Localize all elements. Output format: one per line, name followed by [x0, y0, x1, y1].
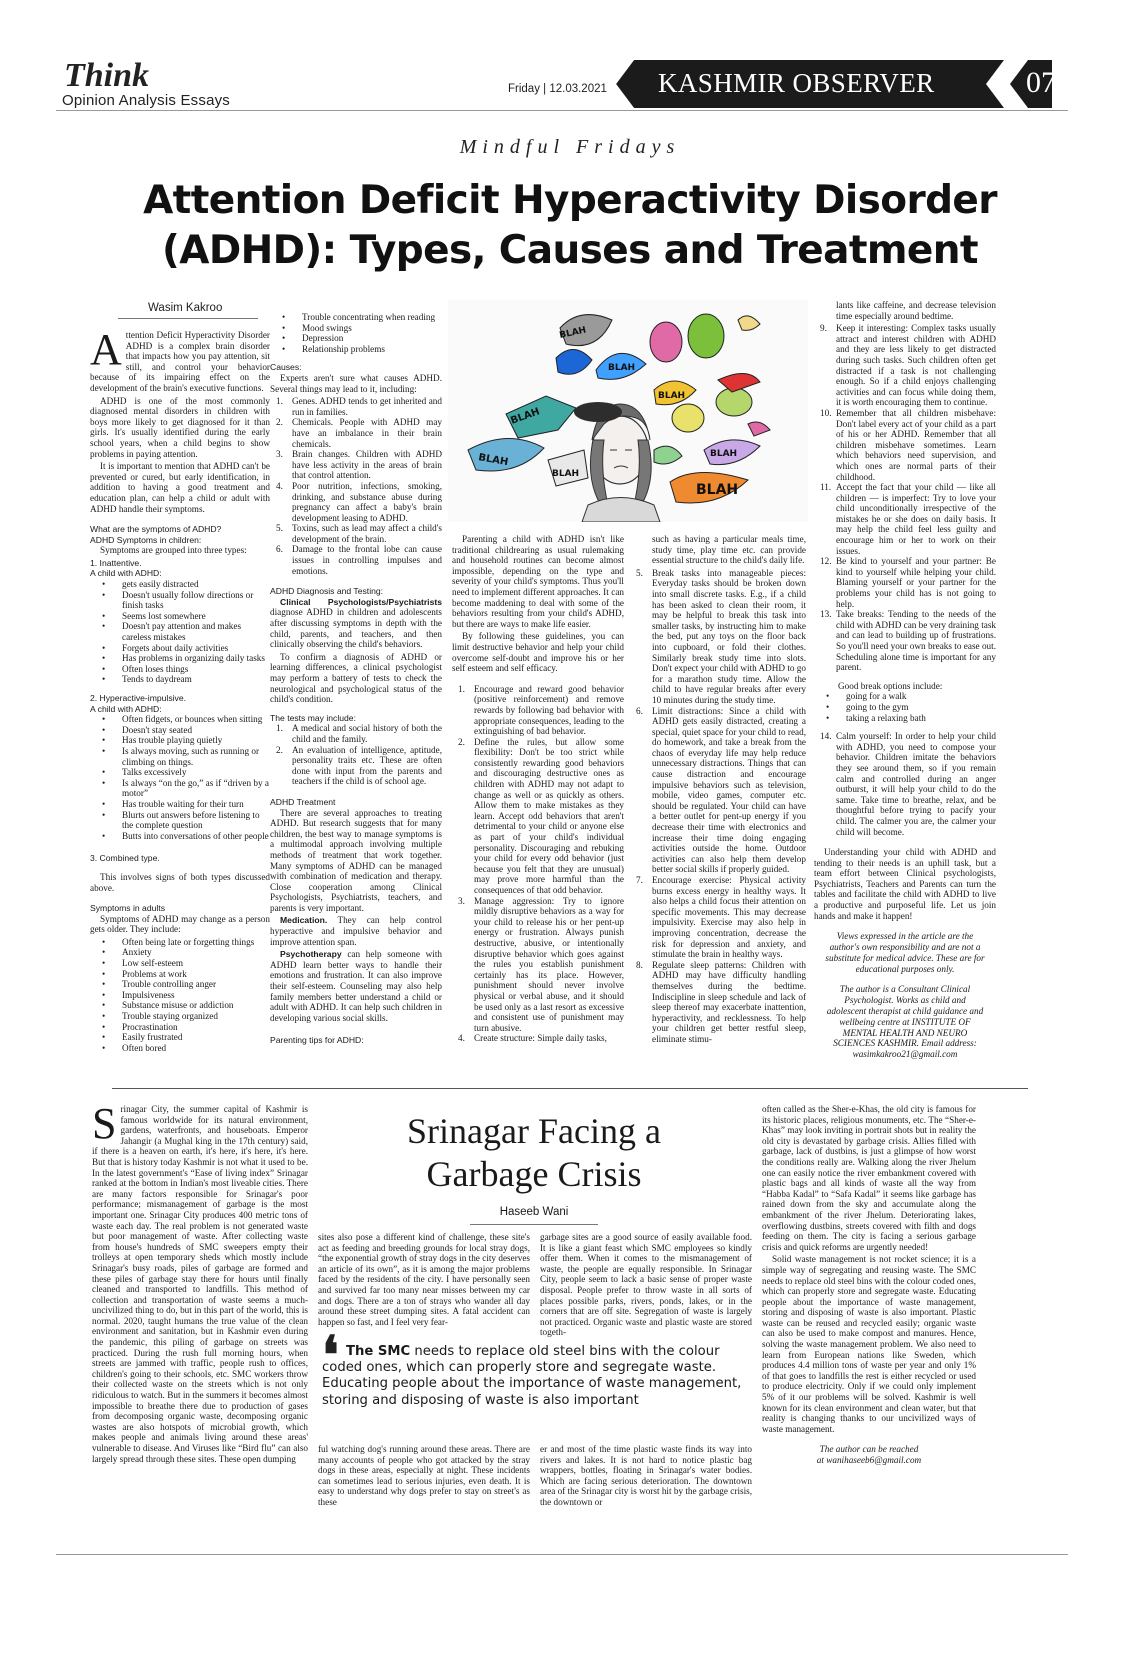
paragraph: Srinagar City, the summer capital of Kashmir is famous worldwide for its natural environment, gardens, waterfronts, and houseboats. Emperor Jahangir (a Mughal king in the 17th century) said, if there is a heaven on earth, it's here, it's here, it's here. But that is history today Kashmir is not what it used to be. In the latest government's “Ease of living index” Srinagar ranked at the bottom in Indian's most liveable cities. There are many factors responsible for Srinagar's poor performance; mismanagement of garbage is the most important one. Srinagar City produces 400 metric tons of waste each day. The real problem is not generated waste but poor management of waste. After collecting waste from house's hundreds of SMC sweepers empty their trolleys at open temporary sheds which mostly include Srinagar's busy roads, piles of garbage are formed and these piles of garbage stay there for hours until finally cleaned and transported to landfills. This method of collection and transportation of waste seems a much-uncivilized thing to do, but in this part of the world, this is normal. 2020, taught humans the true value of the clean environment and sanitation, but in Kashmir even during the pandemic, this piling of garbage on streets was practiced. During the rush full morning hours, when streets are jammed with traffic, people rush to offices, children's going to their schools, etc. SMC workers throw their collected waste on the streets which is not only ridiculous to watch. But in the summers it becomes almost impossible to breathe there due to production of gases from decomposing organic waste, decomposing organic wastes are also hotspots of microbial growth, which makes people and animals living around these areas' vulnerable to disease. And Viruses like “Bird flu” can also largely spread through these sites. These open dumping — [92, 1104, 308, 1464]
list-item: • Trouble staying organized — [90, 1011, 270, 1022]
list-item: • Impulsiveness — [90, 990, 270, 1001]
list-item: • Often fidgets, or bounces when sitting — [90, 714, 270, 725]
type-heading: 1. Inattentive. — [90, 557, 142, 568]
list-item: • Anxiety — [90, 947, 270, 958]
article-title-line-2: (ADHD): Types, Causes and Treatment — [162, 228, 978, 273]
article2-column-2b — [318, 1444, 530, 1548]
parenting-tips-list-continued — [814, 323, 996, 673]
masthead-bar — [56, 57, 1068, 109]
list-item: • Problems at work — [90, 969, 270, 980]
list-item: 10. Remember that all children misbehave: Don't label every act of your child as a part of his or her ADHD. Remember that all children misbehave sometimes. Learn which behaviors need supervision, and which ones are normal parts of their childhood. — [820, 407, 996, 482]
article1-column-2 — [270, 312, 442, 1126]
article2-byline: Haseeb Wani — [499, 1206, 569, 1218]
list-item: • Butts into conversations of other people — [90, 831, 270, 842]
section-title: Think — [64, 57, 150, 94]
subheading-symptoms: What are the symptoms of ADHD? — [90, 524, 222, 535]
subheading-parenting-tips: Parenting tips for ADHD: — [270, 1035, 364, 1046]
parenting-tips-list-continued — [814, 731, 996, 837]
doodle-word: BLAH — [710, 449, 738, 459]
paragraph: ADHD is one of the most commonly diagnosed mental disorders in children with boys more likely to get diagnosed for it than girls. It's usually identified during the early school years, when a child begins to show problems in paying attention. — [90, 395, 270, 459]
subheading-diagnosis: ADHD Diagnosis and Testing: — [270, 586, 384, 597]
subheading-treatment: ADHD Treatment — [270, 796, 336, 807]
paragraph: To confirm a diagnosis of ADHD or learning differences, a clinical psychologist may perform a battery of tests to check the neurological and psychological status of the child's condition. — [270, 651, 442, 705]
list-item: 14. Calm yourself: In order to help your child with ADHD, you need to compose your behavior. Children imitate the behaviors they see around them, so if you remain calm and controlled during an anger outburst, it will help your child to do the same. Take time to breathe, relax, and be thoughtful before trying to pacify your child. The calmer you are, the calmer your child will become. — [820, 731, 996, 837]
list-item: • going to the gym — [814, 702, 996, 713]
author-credit: The author can be reached at wanihaseeb6@gmail.com — [816, 1444, 922, 1466]
list-item: • Mood swings — [270, 323, 442, 334]
article1-column-1 — [90, 330, 270, 1130]
list-item: 5. Toxins, such as lead may affect a child's development of the brain. — [276, 523, 442, 544]
paragraph: Clinical Psychologists/Psychiatrists diagnose ADHD in children and adolescents after discussing symptoms in depth with the child, parents, and teachers, and then clinically observing the child's behaviors. — [270, 596, 442, 650]
article-title-line-1: Attention Deficit Hyperactivity Disorder — [143, 178, 997, 223]
paragraph: Medication. They can help control hyperactive and impulsive behavior and improve attention span. — [270, 915, 442, 947]
author-bio: The author is a Consultant Clinical Psychologist. Works as child and adolescent therapist at child guidance and wellbeing centre at INSTITUTE OF MENTAL HEALTH AND NEURO SCIENCES KASHMIR. Email address: wasimkakroo21@gmail.com — [826, 984, 984, 1060]
break-options-list — [814, 691, 996, 723]
article2-column-1 — [92, 1104, 308, 1548]
type-subheading: A child with ADHD: — [90, 568, 162, 579]
article1-column-5 — [814, 300, 996, 1130]
doodle-word: BLAH — [477, 452, 510, 469]
tests-list — [270, 723, 442, 787]
list-item: • Often loses things — [90, 664, 270, 675]
list-item: 1. Encourage and reward good behavior (positive reinforcement) and remove rewards by following bad behavior with appropriate consequences, leading to the extinguishing of bad behavior. — [458, 683, 624, 737]
list-item: 7. Encourage exercise: Physical activity burns excess energy in healthy ways. It also helps a child focus their attention on specific movements. This may decrease impulsivity. Exercise may also help in improving concentration, decrease the risk for depression and anxiety, and stimulate the brain in healthy ways. — [636, 875, 806, 960]
drop-cap: A — [90, 330, 122, 374]
list-item: • Is always moving, such as running or climbing on things. — [90, 746, 270, 767]
article1-column-3 — [452, 534, 624, 1128]
list-item: 6. Damage to the frontal lobe can cause issues in controlling impulses and emotions. — [276, 544, 442, 576]
article2-title-line-2: Garbage Crisis — [426, 1154, 642, 1194]
doodle-word: BLAH — [658, 391, 686, 401]
pull-quote-text: The SMC needs to replace old steel bins with the colour coded ones, which can properly store and segregate waste. Educating people about the importance of waste management, storing and disposing of waste is also important — [322, 1344, 742, 1408]
list-item: • Has problems in organizing daily tasks — [90, 653, 270, 664]
list-item: • Is always “on the go,” as if “driven by a motor” — [90, 778, 270, 799]
article2-column-2a — [318, 1232, 530, 1340]
byline-rule — [118, 318, 258, 319]
inattentive-list — [90, 579, 270, 685]
disclaimer: Views expressed in the article are the author's own responsibility and are not a substitute for medical advice. These are for educational purposes only. — [825, 931, 985, 974]
list-item: • Low self-esteem — [90, 958, 270, 969]
list-item: • Doesn't pay attention and makes careless mistakes — [90, 621, 270, 642]
article-separator — [112, 1088, 1028, 1089]
paragraph: Symptoms of ADHD may change as a person gets older. They include: — [90, 913, 270, 935]
pull-quote — [322, 1325, 750, 1438]
list-item: • Often bored — [90, 1043, 270, 1054]
list-item: • Trouble controlling anger — [90, 979, 270, 990]
list-item: 6. Limit distractions: Since a child with ADHD gets easily distracted, creating a special, quiet space for your child to read, do homework, and take a break from the chaos of everyday life may help reduce unnecessary distractions. Things that can cause distraction and encourage impulsive behaviors such as television, mobile, video games, computer etc. should be regulated. Your child can have a better outlet for pent-up energy if you decrease their time with electronics and increase their time doing engaging activities outside the home. Outdoor activities can also help them develop better social skills if properly guided. — [636, 705, 806, 875]
list-item: • Relationship problems — [270, 344, 442, 355]
list-item: • Forgets about daily activities — [90, 643, 270, 654]
doodle-word: BLAH — [608, 363, 636, 373]
paragraph: lants like caffeine, and decrease television time especially around bedtime. — [836, 300, 996, 321]
list-item: • Substance misuse or addiction — [90, 1000, 270, 1011]
list-item: 1. A medical and social history of both the child and the family. — [276, 723, 442, 744]
doodle-word: BLAH — [696, 482, 739, 498]
section-tagline: Opinion Analysis Essays — [62, 92, 231, 109]
paragraph: sites also pose a different kind of challenge, these site's act as feeding and breeding grounds for local stray dogs, “the exponential growth of stray dogs in the city deserves an article of its own”, as it is among the major problems faced by the residents of the city. I have personally seen and survived far too many near misses between my car and dogs. There are a ton of strays who wander all day around these street dumping sites. A fatal accident can happen so fast, and I feel very fear- — [318, 1232, 530, 1327]
article-byline: Wasim Kakroo — [148, 302, 223, 314]
list-item: • gets easily distracted — [90, 579, 270, 590]
hyperactive-list — [90, 714, 270, 841]
paragraph: Experts aren't sure what causes ADHD. Several things may lead to it, including: — [270, 372, 442, 394]
list-item: • Often being late or forgetting things — [90, 937, 270, 948]
article-kicker: Mindful Fridays — [459, 136, 681, 158]
list-item: 3. Brain changes. Children with ADHD have less activity in the areas of brain that control attention. — [276, 449, 442, 481]
list-item: • Procrastination — [90, 1022, 270, 1033]
paragraph: By following these guidelines, you can limit destructive behavior and help your child overcome self-doubt and improve his or her self esteem and self efficacy. — [452, 631, 624, 674]
paper-name: KASHMIR OBSERVER — [658, 68, 935, 98]
quote-mark-icon: ❛ — [322, 1325, 339, 1386]
list-item: 1. Genes. ADHD tends to get inherited and run in families. — [276, 396, 442, 417]
adult-symptoms-list-continued — [270, 312, 442, 354]
issue-date: Friday | 12.03.2021 — [508, 83, 607, 95]
list-item: • Doesn't stay seated — [90, 725, 270, 736]
subheading-symptoms-children: ADHD Symptoms in children: — [90, 534, 202, 545]
list-item: 12. Be kind to yourself and your partner: Be kind to yourself while helping your child. Blaming yourself or your partner for the problems your child has is not going to help. — [820, 556, 996, 609]
paragraph: er and most of the time plastic waste finds its way into rivers and lakes. It is not hard to notice plastic bag wrappers, bottles, floating in Srinagar's water bodies. Which are facing serious deterioration. The downtown area of the Srinagar city is worst hit by the garbage crisis, the downtown or — [540, 1444, 752, 1507]
list-item: • Seems lost somewhere — [90, 611, 270, 622]
paragraph: such as having a particular meals time, study time, play time etc. can provide essential structure to the child's daily life. — [652, 534, 806, 566]
list-item: • Blurts out answers before listening to the complete question — [90, 810, 270, 831]
parenting-tips-list-continued — [630, 568, 806, 1045]
footer-rule — [56, 1554, 1068, 1555]
parenting-tips-list — [452, 684, 624, 1044]
paragraph: Solid waste management is not rocket science; it is a simple way of segregating and reusing waste. The SMC needs to replace old steel bins with the colour coded ones, which can properly store and segregate waste. Educating people about the importance of waste management, storing and disposing of waste is also important. Plastic waste can be reused and recycled easily; organic waste can also be used to make compost and manures. Hence, solving the waste management problem. We also need to learn from European nations like Sweden, which produces 4.4 million tons of waste per year and only 1% of that goes to landfills the rest is either recycled or used to produce electricity. Only if we could only implement 5% of it our problems will be solved. Kashmir is well known for its clean environment and clean water, but that reality is changing thanks to our uncivilized ways of waste management. — [762, 1254, 976, 1434]
paragraph: Parenting a child with ADHD isn't like traditional childrearing as usual rulemaking and household routines can become almost impossible, depending on the type and severity of your child's symptoms. Thus you'll need to implement different approaches. It can become maddening to deal with some of the behaviors resulting from your child's ADHD, but there are ways to make life easier. — [452, 534, 624, 629]
intro-paragraph: Attention Deficit Hyperactivity Disorder ADHD is a complex brain disorder that impacts how you pay attention, sit still, and control your behavior because of its impairing effect on the development of the brain's executive functions. — [90, 330, 270, 393]
type-heading: 3. Combined type. — [90, 853, 160, 864]
doodle-word: BLAH — [509, 406, 542, 427]
article2-title-line-1: Srinagar Facing a — [407, 1111, 661, 1151]
illustration-drawing — [448, 300, 808, 522]
list-item: • Depression — [270, 333, 442, 344]
article2-column-4 — [762, 1104, 976, 1552]
list-item: 4. Poor nutrition, infections, smoking, drinking, and substance abuse during pregnancy can affect a baby's brain development leasing to ADHD. — [276, 480, 442, 523]
article-title — [0, 176, 1140, 276]
paragraph: often called as the Sher-e-Khas, the old city is famous for its historic places, religious monuments, etc. The “Sher-e-Khas” may look inviting in portrait shots but in reality the old city is devastated by garbage crisis. Allies filled with garbage, lack of dustbins, is just a glimpse of how worst the conditions really are. Walking along the river Jhelum one can easily notice the river embankment covered with plastic bags and all kinds of waste all the way from “Habba Kadal” to “Safa Kadal” it seems like garbage has rained down from the sky and accumulate along the embankment of the river Jhelum. Deteriorating lakes, overflowing dustbins, streets covered with filth and dogs feeding on them. The city is facing a serious garbage crisis and quick reforms are urgently needed! — [762, 1104, 976, 1252]
paragraph: There are several approaches to treating ADHD. But research suggests that for many children, the best way to manage symptoms is a multimodal approach involving multiple methods of treatment that work together. Many symptoms of ADHD can be managed with combination of medication and therapy. Close cooperation among Clinical Psychologists, Psychiatrists, teachers, and parents is very important. — [270, 807, 442, 913]
break-options-heading: Good break options include: — [838, 680, 943, 691]
doodle-word: BLAH — [558, 325, 588, 341]
list-item: 2. Define the rules, but allow some flexibility: Don't be too strict while consistently rewarding good behaviors and discouraging destructive ones as children with ADHD may not adapt to change as well or as quickly as others. Allow them to make mistakes as they learn. Accept odd behaviors that aren't detrimental to your child or anyone else as part of your child's individual personality. Discouraging and rebuking your child for every odd behavior (just because you felt that they are unusual) may prove more harmful than the consequences of that odd behavior. — [458, 736, 624, 895]
paragraph: ful watching dog's running around these areas. There are many accounts of people who got attacked by the stray dogs in these areas, especially at night. These incidents can sometimes lead to serious injuries, even death. It is easy to understand why dogs prefer to stay on street's as these — [318, 1444, 530, 1507]
header-rule — [56, 110, 1068, 111]
page-number: 07 — [1026, 66, 1056, 99]
byline-rule — [470, 1224, 598, 1225]
paragraph: garbage sites are a good source of easily available food. It is like a giant feast which SMC employees so kindly offer them. When it comes to the mismanagement of waste, the people are equally responsible. In Srinagar City, people seem to lack a basic sense of proper waste disposal. People prefer to throw waste in all sorts of places possible parks, rivers, ponds, lakes, or in the corners that are off site. Segregation of waste is largely not practiced. Organic waste and plastic waste are stored togeth- — [540, 1232, 752, 1338]
type-heading: 2. Hyperactive-impulsive. — [90, 693, 186, 703]
list-item: • going for a walk — [814, 691, 996, 702]
adhd-illustration — [448, 300, 808, 522]
list-item: 2. Chemicals. People with ADHD may have an imbalance in their brain chemicals. — [276, 417, 442, 449]
paragraph: It is important to mention that ADHD can't be prevented or cured, but early identification, in addition to having a good treatment and education plan, can help a child or adult with ADHD handle their symptoms. — [90, 461, 270, 514]
list-item: • Has trouble waiting for their turn — [90, 799, 270, 810]
subheading-tests: The tests may include: — [270, 712, 356, 723]
closing-paragraph: Understanding your child with ADHD and tending to their needs is an uphill task, but a team effort between Clinical psychologists, Psychiatrists, Teachers and Parents can turn the tables and facilitate the child with ADHD to live a productive and purposeful life. Let us join hands and make it happen! — [814, 847, 996, 921]
list-item: 9. Keep it interesting: Complex tasks usually attract and interest children with ADHD and they are less likely to get distracted during such tasks. Such children often get distracted if a task is not challenging enough. So if a child enjoys challenging activities and can focus while doing them, it is worth encouraging them to continue. — [820, 323, 996, 408]
list-item: • Easily frustrated — [90, 1032, 270, 1043]
list-item: 5. Break tasks into manageable pieces: Everyday tasks should be broken down into small discrete tasks. E.g., if a child has been asked to clean their room, it may be helpful to break this task into smaller tasks, by instructing him to make the bed, put any toys on the floor back into cupboard, or fold their clothes. Similarly break study time into slots. Don't expect your child with ADHD to go for a marathon study time. Allow the child to have regular breaks after every 10 minutes during the study time. — [636, 567, 806, 705]
doodle-word: BLAH — [552, 469, 580, 479]
list-item: • Tends to daydream — [90, 674, 270, 685]
list-item: • Trouble concentrating when reading — [270, 312, 442, 323]
article2-column-3a — [540, 1232, 752, 1340]
list-item: 11. Accept the fact that your child — like all children — is imperfect: Try to love your child unconditionally irrespective of the mistakes he or she does on daily basis. It may help the child feel less guilty and encourage him or her to work on their issues. — [820, 482, 996, 556]
paragraph: Symptoms are grouped into three types: — [100, 545, 247, 556]
adult-symptoms-list — [90, 937, 270, 1054]
list-item: 4. Create structure: Simple daily tasks, — [458, 1033, 607, 1044]
paragraph: This involves signs of both types discussed above. — [90, 871, 270, 893]
list-item: 8. Regulate sleep patterns: Children with ADHD may have difficulty handling themselves during the bedtime. Indiscipline in sleep schedule and lack of sleep thereof may exacerbate inattention, hyperactivity, and recklessness. To help your children get better restful sleep, eliminate stimu- — [636, 959, 806, 1044]
subheading-adults: Symptoms in adults — [90, 903, 165, 914]
paragraph: Psychotherapy can help someone with ADHD learn better ways to handle their emotions and frustration. It can also improve their self-esteem. Counseling may also help family members better understand a child or adult with ADHD. It can help such children in developing various social skills. — [270, 949, 442, 1023]
article2-column-3b — [540, 1444, 752, 1548]
list-item: • Has trouble playing quietly — [90, 735, 270, 746]
article2-title — [318, 1110, 750, 1196]
causes-list — [270, 396, 442, 576]
article1-column-4 — [630, 534, 806, 1128]
type-subheading: A child with ADHD: — [90, 703, 162, 714]
subheading-causes: Causes: — [270, 362, 302, 373]
list-item: 3. Manage aggression: Try to ignore mildly disruptive behaviors as a way for your child to release his or her pent-up energy or frustration. Always punish destructive, abusive, or intentionally disruptive behavior which goes against the rules you establish punishment certainly has its place. However, punishment should never involve physical or verbal abuse, and it should be used only as a last resort as excessive and consistent use of punishment may turn abusive. — [458, 895, 624, 1033]
list-item: • Talks excessively — [90, 767, 270, 778]
list-item: • Doesn't usually follow directions or finish tasks — [90, 590, 270, 611]
list-item: • taking a relaxing bath — [814, 713, 996, 724]
list-item: 13. Take breaks: Tending to the needs of the child with ADHD can be very draining task and can lead to building up of frustrations. So you'll need your own breaks to ease out. Scheduling alone time is important for any parent. — [820, 609, 996, 673]
list-item: 2. An evaluation of intelligence, aptitude, personality traits etc. These are often done with input from the parents and teachers if the child is of school age. — [276, 744, 442, 787]
drop-cap: S — [92, 1104, 117, 1148]
